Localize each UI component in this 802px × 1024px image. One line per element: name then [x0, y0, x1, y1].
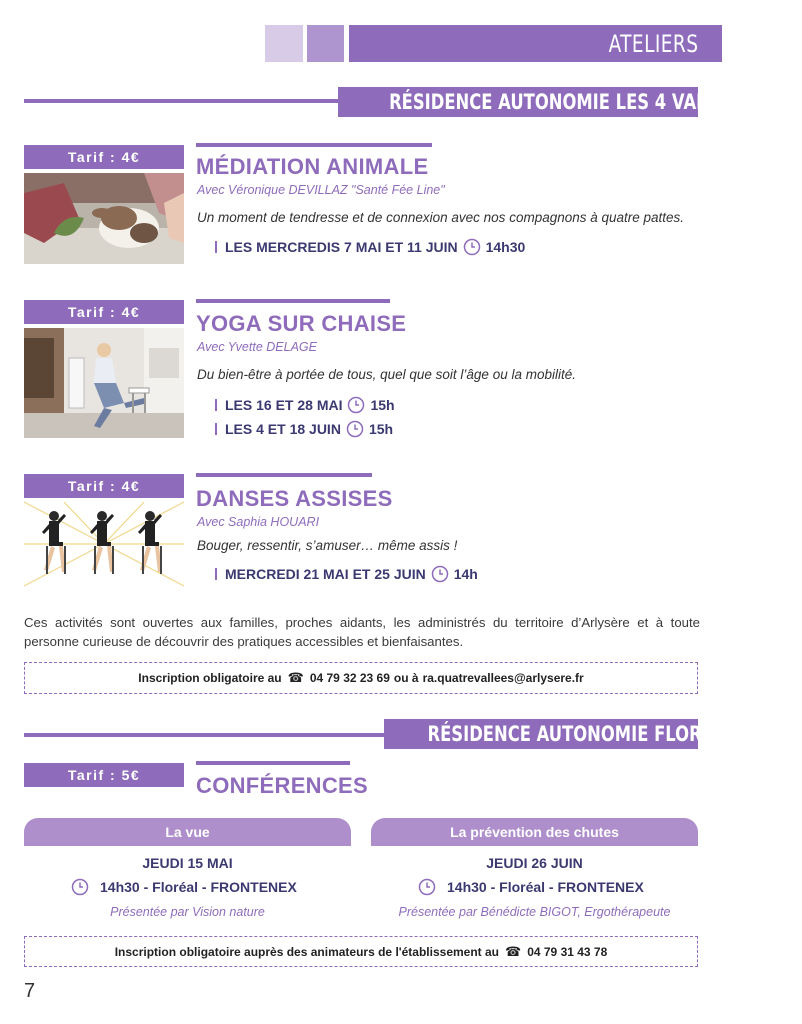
- activity-title: DANSES ASSISES: [196, 486, 393, 511]
- schedule-time: 15h: [368, 421, 394, 437]
- tarif-tag: Tarif : 5€: [24, 763, 184, 787]
- schedule-line: [215, 565, 478, 583]
- activity-title-bar: [196, 473, 372, 477]
- schedule-date: LES 16 ET 28 MAI: [225, 397, 343, 413]
- schedule-time: 14h: [453, 566, 478, 582]
- tarif-tag: Tarif : 4€: [24, 474, 184, 498]
- tarif-tag: Tarif : 4€: [24, 145, 184, 169]
- schedule-marker: [215, 399, 217, 411]
- schedule-marker: [215, 568, 217, 580]
- header-block-mid: [307, 25, 344, 62]
- inscription-phone[interactable]: 04 79 31 43 78: [527, 944, 608, 959]
- page-number: 7: [24, 980, 36, 1002]
- conference-time: 14h30 - Floréal - FRONTENEX: [100, 879, 297, 895]
- photo-yoga-chair: [24, 328, 184, 438]
- schedule-line: [215, 396, 395, 414]
- schedule-line: [215, 238, 525, 256]
- clock-icon: [71, 878, 89, 896]
- photo-animal-mediation: [24, 173, 184, 264]
- conference-date: JEUDI 15 MAI: [142, 855, 233, 871]
- residence-title: RÉSIDENCE AUTONOMIE FLORÉAL: [384, 719, 698, 749]
- section-divider: [24, 99, 344, 103]
- clock-icon: [418, 878, 436, 896]
- activity-title: MÉDIATION ANIMALE: [196, 154, 429, 179]
- schedule-marker: [215, 423, 217, 435]
- conference-time-line: [66, 878, 297, 896]
- activity-title: YOGA SUR CHAISE: [196, 311, 407, 336]
- conference-presenter: Présentée par Vision nature: [110, 905, 265, 919]
- conference-date: JEUDI 26 JUIN: [486, 855, 583, 871]
- inscription-box: [24, 936, 698, 967]
- activity-description: Bouger, ressentir, s’amuser… même assis !: [197, 538, 458, 553]
- inscription-label: Inscription obligatoire au: [138, 671, 282, 685]
- phone-icon: ☎: [505, 943, 522, 959]
- conferences-title: CONFÉRENCES: [196, 773, 368, 798]
- activity-host: Avec Yvette DELAGE: [197, 340, 317, 354]
- inscription-label: Inscription obligatoire auprès des animateurs de l'établissement au: [114, 944, 499, 959]
- inscription-phone[interactable]: 04 79 32 23 69: [309, 671, 390, 685]
- schedule-time: 15h: [370, 397, 395, 413]
- schedule-line: [215, 420, 393, 438]
- header-block-light: [265, 25, 303, 62]
- residence-title: RÉSIDENCE AUTONOMIE LES 4 VALLÉES: [338, 87, 698, 117]
- inscription-box: [24, 662, 698, 694]
- schedule-marker: [215, 241, 217, 253]
- schedule-date: LES 4 ET 18 JUIN: [225, 421, 341, 437]
- clock-icon: [346, 420, 364, 438]
- activity-description: Un moment de tendresse et de connexion avec nos compagnons à quatre pattes.: [197, 210, 685, 225]
- conference-time-line: [413, 878, 644, 896]
- inscription-email[interactable]: ra.quatrevallees@arlysere.fr: [422, 671, 584, 685]
- activity-host: Avec Véronique DEVILLAZ "Santé Fée Line": [197, 183, 445, 197]
- inscription-connector: ou à: [393, 671, 419, 685]
- activity-title-bar: [196, 761, 350, 765]
- photo-seated-dance: [24, 502, 184, 586]
- conference-topic: La vue: [24, 818, 351, 846]
- section-divider: [24, 733, 394, 737]
- conference-topic: La prévention des chutes: [371, 818, 698, 846]
- activity-description: Du bien-être à portée de tous, quel que soit l’âge ou la mobilité.: [197, 367, 576, 382]
- conference-time: 14h30 - Floréal - FRONTENEX: [447, 879, 644, 895]
- phone-icon: ☎: [287, 670, 304, 685]
- openness-note: Ces activités sont ouvertes aux familles, proches aidants, les administrés du territoire d’Arlysère et à toute personne curieuse de découvrir des pratiques accessibles et bienfaisantes.: [24, 615, 700, 649]
- schedule-date: LES MERCREDIS 7 MAI ET 11 JUIN: [225, 239, 458, 255]
- clock-icon: [431, 565, 449, 583]
- clock-icon: [463, 238, 481, 256]
- conference-presenter: Présentée par Bénédicte BIGOT, Ergothérapeute: [398, 905, 671, 919]
- schedule-date: MERCREDI 21 MAI ET 25 JUIN: [225, 566, 426, 582]
- activity-host: Avec Saphia HOUARI: [197, 515, 320, 529]
- clock-icon: [347, 396, 365, 414]
- activity-title-bar: [196, 299, 390, 303]
- tarif-tag: Tarif : 4€: [24, 300, 184, 324]
- section-title-ateliers: ATELIERS: [608, 30, 698, 58]
- activity-title-bar: [196, 143, 432, 147]
- schedule-time: 14h30: [485, 239, 526, 255]
